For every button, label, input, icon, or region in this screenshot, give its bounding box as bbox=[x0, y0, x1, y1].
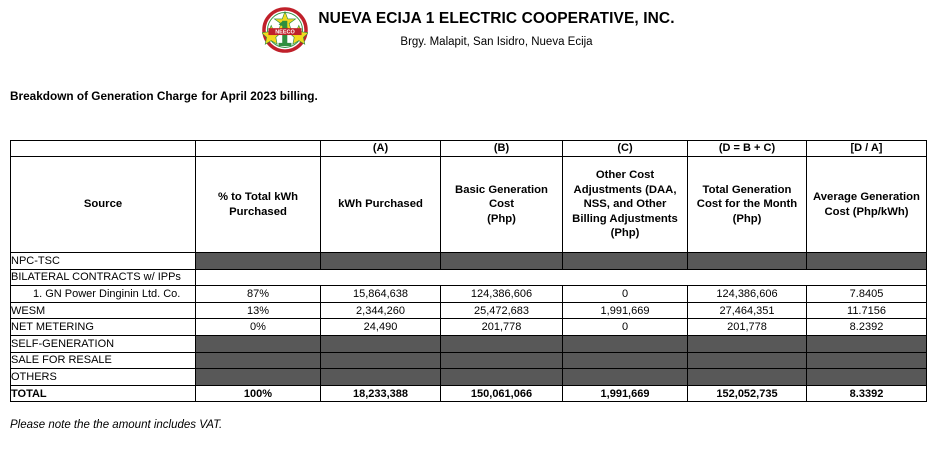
header-letter-c: (C) bbox=[563, 141, 688, 157]
table-row bbox=[11, 302, 927, 319]
row-label: NPC-TSC bbox=[11, 253, 196, 270]
table-row bbox=[11, 269, 927, 286]
column-header-other-line2: Adjustments (DAA, bbox=[573, 183, 677, 196]
row-value-cell: 11.7156 bbox=[807, 302, 927, 319]
vat-footnote: Please note the the amount includes VAT. bbox=[10, 419, 223, 431]
column-header-avg-line2: Cost (Php/kWh) bbox=[824, 205, 909, 218]
column-header-basic-line2: Cost bbox=[488, 198, 515, 211]
row-blocked-cell bbox=[807, 369, 927, 386]
column-header-total-line2: Cost for the Month bbox=[696, 198, 798, 211]
row-blocked-cell bbox=[196, 352, 321, 369]
column-header-percent-line2: Purchased bbox=[229, 205, 287, 218]
row-label: NET METERING bbox=[11, 319, 196, 336]
row-value-cell: 1,991,669 bbox=[563, 302, 688, 319]
row-blocked-cell bbox=[196, 253, 321, 270]
row-value-cell: 201,778 bbox=[688, 319, 807, 336]
column-header-kwh-line1: kWh Purchased bbox=[338, 198, 423, 211]
column-header-basic-generation-cost bbox=[441, 157, 563, 253]
column-header-percent-to-total-kwh bbox=[196, 157, 321, 253]
organization-address: Brgy. Malapit, San Isidro, Nueva Ecija bbox=[400, 36, 593, 48]
row-label: SALE FOR RESALE bbox=[11, 352, 196, 369]
row-value-cell: 25,472,683 bbox=[441, 302, 563, 319]
row-blocked-cell bbox=[563, 253, 688, 270]
row-spacer-cell bbox=[196, 269, 927, 286]
row-blocked-cell bbox=[807, 253, 927, 270]
row-blocked-cell bbox=[196, 335, 321, 352]
letterhead bbox=[0, 6, 937, 64]
row-value-cell: 15,864,638 bbox=[321, 286, 441, 303]
total-value-cell: 152,052,735 bbox=[688, 385, 807, 402]
organization-name: NUEVA ECIJA 1 ELECTRIC COOPERATIVE, INC. bbox=[318, 10, 675, 27]
row-blocked-cell bbox=[441, 369, 563, 386]
row-blocked-cell bbox=[321, 369, 441, 386]
row-label: BILATERAL CONTRACTS w/ IPPs bbox=[11, 269, 196, 286]
total-value-cell: 18,233,388 bbox=[321, 385, 441, 402]
header-letter-b: (B) bbox=[441, 141, 563, 157]
row-value-cell: 24,490 bbox=[321, 319, 441, 336]
row-value-cell: 27,464,351 bbox=[688, 302, 807, 319]
table-row bbox=[11, 319, 927, 336]
header-letter-a: (A) bbox=[321, 141, 441, 157]
table-row bbox=[11, 352, 927, 369]
row-value-cell: 201,778 bbox=[441, 319, 563, 336]
column-header-source bbox=[11, 157, 196, 253]
column-header-kwh-purchased bbox=[321, 157, 441, 253]
total-value-cell: 150,061,066 bbox=[441, 385, 563, 402]
header-letter-percent bbox=[196, 141, 321, 157]
row-blocked-cell bbox=[688, 352, 807, 369]
column-header-total-line3: (Php) bbox=[732, 212, 762, 225]
report-title bbox=[10, 89, 318, 103]
row-blocked-cell bbox=[688, 335, 807, 352]
row-blocked-cell bbox=[441, 352, 563, 369]
column-header-total-line1: Total Generation bbox=[702, 183, 792, 196]
table-total-row bbox=[11, 385, 927, 402]
column-header-other-line1: Other Cost bbox=[595, 169, 655, 182]
row-blocked-cell bbox=[563, 369, 688, 386]
column-header-other-line5: (Php) bbox=[610, 227, 640, 240]
column-header-average-generation-cost bbox=[807, 157, 927, 253]
header-letter-d: (D = B + C) bbox=[688, 141, 807, 157]
row-blocked-cell bbox=[807, 352, 927, 369]
column-header-avg-line1: Average Generation bbox=[813, 191, 920, 203]
row-label: OTHERS bbox=[11, 369, 196, 386]
table-row bbox=[11, 369, 927, 386]
row-value-cell: 124,386,606 bbox=[688, 286, 807, 303]
row-blocked-cell bbox=[563, 352, 688, 369]
table-header-letters-row bbox=[11, 141, 927, 157]
row-blocked-cell bbox=[321, 335, 441, 352]
generation-charge-table bbox=[10, 140, 927, 402]
column-header-basic-line3: (Php) bbox=[487, 212, 516, 225]
row-blocked-cell bbox=[441, 335, 563, 352]
total-value-cell: 1,991,669 bbox=[563, 385, 688, 402]
svg-text:NEECO: NEECO bbox=[275, 29, 296, 36]
table-row bbox=[11, 286, 927, 303]
row-blocked-cell bbox=[196, 369, 321, 386]
total-value-cell: 8.3392 bbox=[807, 385, 927, 402]
total-row-label: TOTAL bbox=[11, 385, 196, 402]
column-header-source-line1: Source bbox=[83, 198, 123, 211]
column-header-percent-line1: % to Total kWh bbox=[217, 191, 299, 203]
row-value-cell: 124,386,606 bbox=[441, 286, 563, 303]
row-blocked-cell bbox=[563, 335, 688, 352]
row-label: 1. GN Power Dinginin Ltd. Co. bbox=[11, 286, 196, 303]
row-value-cell: 0 bbox=[563, 319, 688, 336]
row-value-cell: 13% bbox=[196, 302, 321, 319]
row-blocked-cell bbox=[807, 335, 927, 352]
row-label: WESM bbox=[11, 302, 196, 319]
row-label: SELF-GENERATION bbox=[11, 335, 196, 352]
header-letter-d-over-a: [D / A] bbox=[807, 141, 927, 157]
row-value-cell: 87% bbox=[196, 286, 321, 303]
row-value-cell: 2,344,260 bbox=[321, 302, 441, 319]
neeco-cooperative-logo-icon bbox=[262, 7, 308, 53]
table-header-row bbox=[11, 157, 927, 253]
row-value-cell: 0 bbox=[563, 286, 688, 303]
column-header-basic-line1: Basic Generation bbox=[455, 183, 548, 196]
header-letter-source bbox=[11, 141, 196, 157]
total-value-cell: 100% bbox=[196, 385, 321, 402]
report-title-period: for April 2023 billing. bbox=[201, 89, 318, 103]
row-value-cell: 7.8405 bbox=[807, 286, 927, 303]
report-title-subject: Breakdown of Generation Charge bbox=[10, 89, 198, 103]
column-header-total-generation-cost bbox=[688, 157, 807, 253]
column-header-other-cost-adjustments bbox=[563, 157, 688, 253]
column-header-other-line4: Billing Adjustments bbox=[572, 212, 678, 225]
row-blocked-cell bbox=[321, 352, 441, 369]
column-header-other-line3: NSS, and Other bbox=[583, 198, 667, 211]
row-blocked-cell bbox=[688, 253, 807, 270]
table-row bbox=[11, 253, 927, 270]
row-value-cell: 0% bbox=[196, 319, 321, 336]
row-blocked-cell bbox=[688, 369, 807, 386]
row-value-cell: 8.2392 bbox=[807, 319, 927, 336]
row-blocked-cell bbox=[441, 253, 563, 270]
table-row bbox=[11, 335, 927, 352]
row-blocked-cell bbox=[321, 253, 441, 270]
